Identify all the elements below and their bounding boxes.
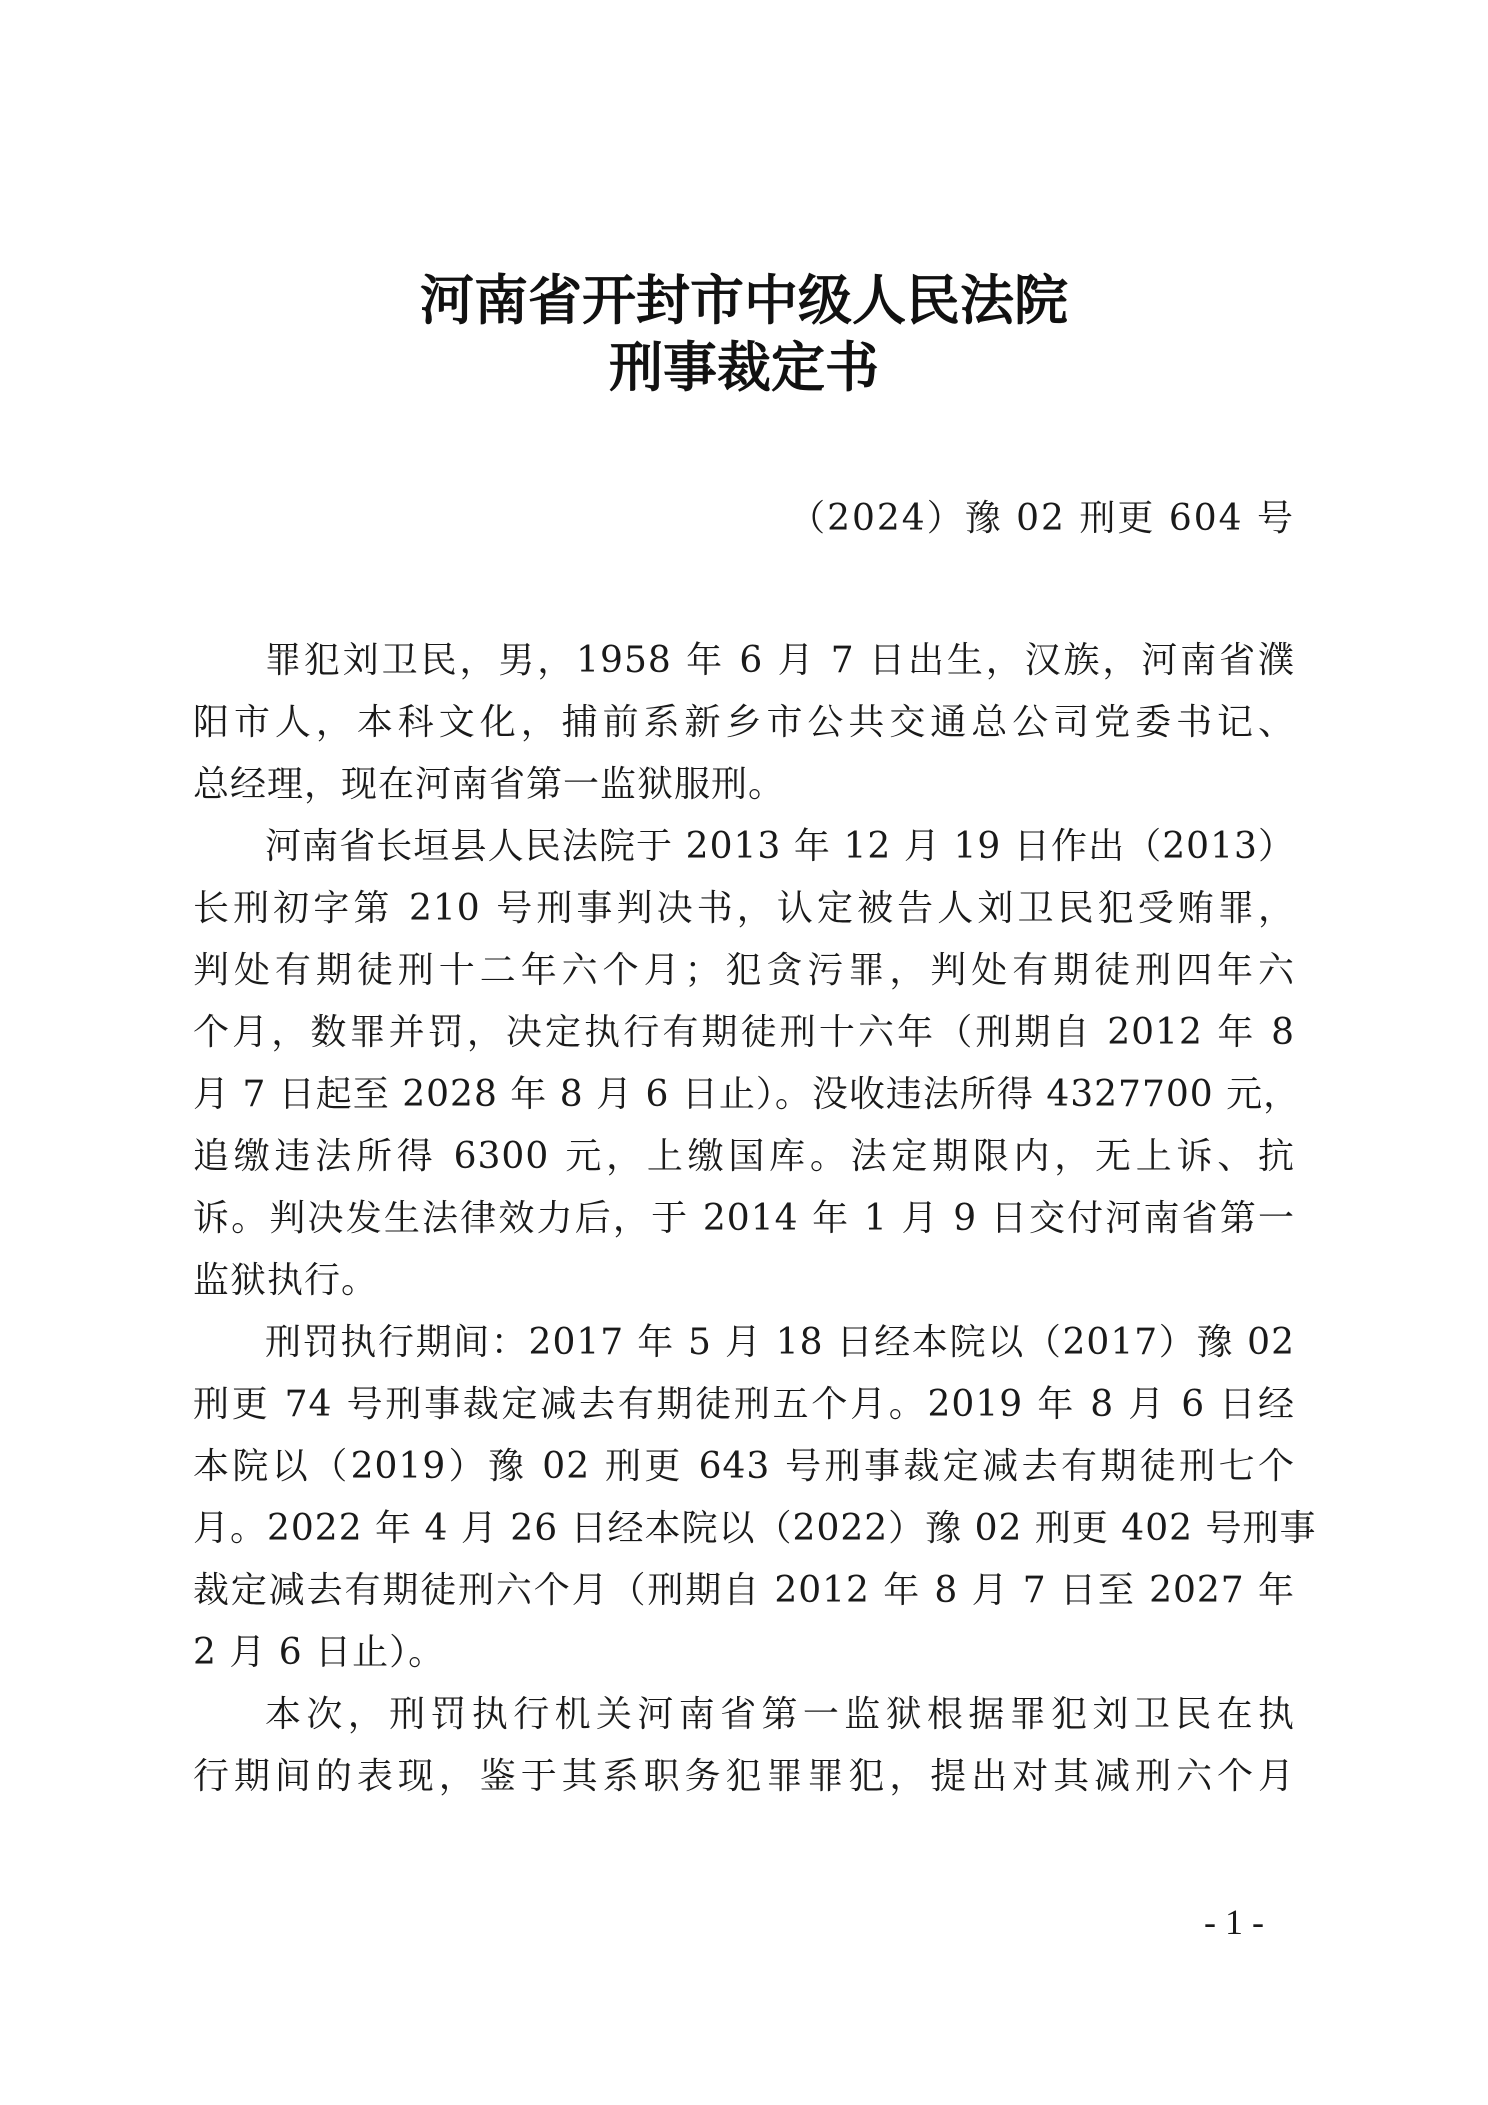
text-line: 2 月 6 日止）。 [193,1632,446,1673]
paragraph-execution-history [193,1312,1317,1684]
text-line: 行期间的表现，鉴于其系职务犯罪罪犯，提出对其减刑六个月 [193,1756,1295,1797]
paragraph-original-judgment [193,816,1301,1312]
paragraph-current-proposal [193,1684,1295,1808]
document-body [193,630,1317,1808]
text-line: 罪犯刘卫民，男，1958 年 6 月 7 日出生，汉族，河南省濮 [265,640,1295,681]
court-name-title: 河南省开封市中级人民法院 [420,268,1068,332]
text-line: 个月，数罪并罚，决定执行有期徒刑十六年（刑期自 2012 年 8 [193,1012,1295,1053]
text-line: 诉。判决发生法律效力后，于 2014 年 1 月 9 日交付河南省第一 [193,1198,1295,1239]
text-line: 长刑初字第 210 号刑事判决书，认定被告人刘卫民犯受贿罪， [193,888,1295,929]
text-line: 监狱执行。 [193,1260,379,1301]
document-type-title: 刑事裁定书 [609,335,879,399]
text-line: 判处有期徒刑十二年六个月；犯贪污罪，判处有期徒刑四年六 [193,950,1295,991]
page-number: - 1 - [1204,1902,1264,1942]
text-line: 月。2022 年 4 月 26 日经本院以（2022）豫 02 刑更 402 号刑事 [193,1508,1317,1549]
case-number: （2024）豫 02 刑更 604 号 [789,498,1295,539]
paragraph-criminal-info [193,630,1295,816]
text-line: 刑更 74 号刑事裁定减去有期徒刑五个月。2019 年 8 月 6 日经 [193,1384,1295,1425]
text-line: 刑罚执行期间：2017 年 5 月 18 日经本院以（2017）豫 02 [265,1322,1295,1363]
text-line: 本院以（2019）豫 02 刑更 643 号刑事裁定减去有期徒刑七个 [193,1446,1295,1487]
text-line: 追缴违法所得 6300 元，上缴国库。法定期限内，无上诉、抗 [193,1136,1295,1177]
text-line: 本次，刑罚执行机关河南省第一监狱根据罪犯刘卫民在执 [265,1694,1295,1735]
text-line: 阳市人，本科文化，捕前系新乡市公共交通总公司党委书记、 [193,702,1295,743]
text-line: 河南省长垣县人民法院于 2013 年 12 月 19 日作出（2013） [265,826,1295,867]
text-line: 裁定减去有期徒刑六个月（刑期自 2012 年 8 月 7 日至 2027 年 [193,1570,1295,1611]
text-line: 总经理，现在河南省第一监狱服刑。 [193,764,786,805]
text-line: 月 7 日起至 2028 年 8 月 6 日止）。没收违法所得 4327700 元， [193,1074,1301,1115]
